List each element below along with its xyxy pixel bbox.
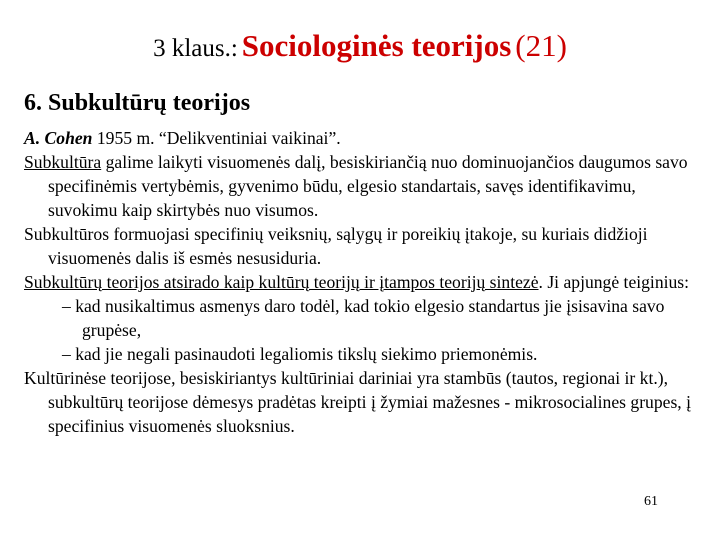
slide-title — [0, 28, 720, 64]
source-line — [24, 126, 704, 150]
slide-body — [24, 126, 704, 438]
comparison-paragraph: Kultūrinėse teorijose, besiskiriantys kultūriniai dariniai yra stambūs (tautos, regionai ir kt.), subkultūrų teorijose dėmesys pradėtas kreipti į žymiai mažesnes - mikrosocialines grupes, į specifinius visuomenės sluoksnius. — [24, 368, 691, 436]
page-number: 61 — [644, 494, 658, 509]
author-name: A. Cohen — [24, 128, 93, 148]
title-prefix: 3 klaus.: — [153, 35, 238, 62]
source-text: 1955 m. “Delikventiniai vaikinai”. — [92, 128, 341, 148]
dash-item-1: – kad nusikaltimus asmenys daro todėl, kad tokio elgesio standartus jie įsisavina savo grupėse, — [62, 296, 665, 340]
synthesis-underlined: Subkultūrų teorijos atsirado kaip kultūrų teorijų ir įtampos teorijų sintezė — [24, 272, 539, 292]
definition-paragraph — [24, 150, 704, 222]
synthesis-text: . Ji apjungė teiginius: — [538, 272, 690, 292]
title-main: Sociologinės teorijos — [241, 28, 512, 63]
definition-term: Subkultūra — [24, 152, 102, 172]
formation-paragraph: Subkultūros formuojasi specifinių veiksnių, sąlygų ir poreikių įtakoje, su kuriais didžioji visuomenės dalis iš esmės nesusiduria. — [24, 224, 648, 268]
synthesis-paragraph — [24, 270, 704, 294]
dash-item-2: – kad jie negali pasinaudoti legaliomis tikslų siekimo priemonėmis. — [62, 344, 538, 364]
title-number: (21) — [515, 28, 567, 63]
section-heading: 6. Subkultūrų teorijos — [24, 90, 251, 116]
definition-text: galime laikyti visuomenės dalį, besiskiriančią nuo dominuojančios daugumos savo specifinėmis vertybėmis, gyvenimo būdu, elgesio standartais, savęs identifikavimu, suvokimu kaip skirtybės nuo visumos. — [48, 152, 688, 220]
